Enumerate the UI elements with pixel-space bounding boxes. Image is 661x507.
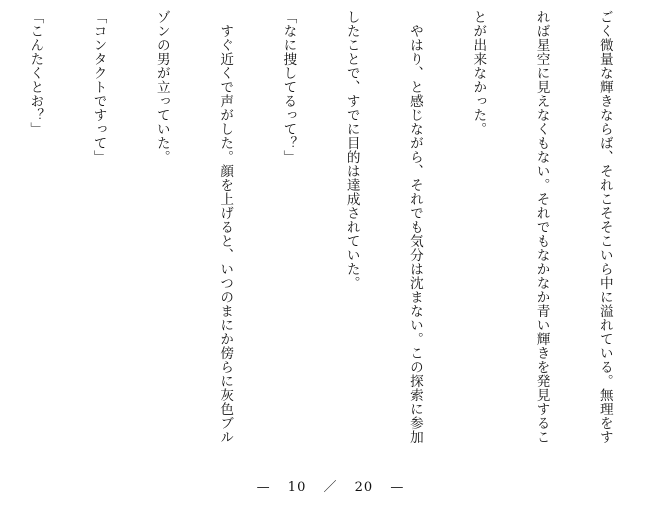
total-pages-number: 20 [354,480,374,495]
current-page-number: 10 [287,480,307,495]
vertical-text-block [7,10,657,475]
page-separator: ／ [323,480,338,495]
text-line: ゾンの男が立っていた。 [153,10,170,164]
text-line: 「こんたくとお？」 [27,10,44,136]
text-line: とが出来なかった。 [470,10,487,136]
page-number-footer [0,476,661,495]
footer-dash-right: — [390,480,405,495]
text-line: すぐ近くで声がした。顔を上げると、いつのまにか傍らに灰色ブル [217,10,234,444]
text-line: 「コンタクトですって」 [90,10,107,164]
text-line: 「なに捜してるって？」 [280,10,297,164]
text-line: したことで、すでに目的は達成されていた。 [343,10,360,290]
text-line: ごく微量な輝きならば、それこそそこいら中に溢れている。無理をす [596,10,613,444]
text-line: れば星空に見えなくもない。それでもなかなか青い輝きを発見するこ [533,10,550,444]
footer-dash-left: — [256,480,271,495]
text-line: やはり、と感じながら、それでも気分は沈まない。この探索に参加 [406,10,423,444]
